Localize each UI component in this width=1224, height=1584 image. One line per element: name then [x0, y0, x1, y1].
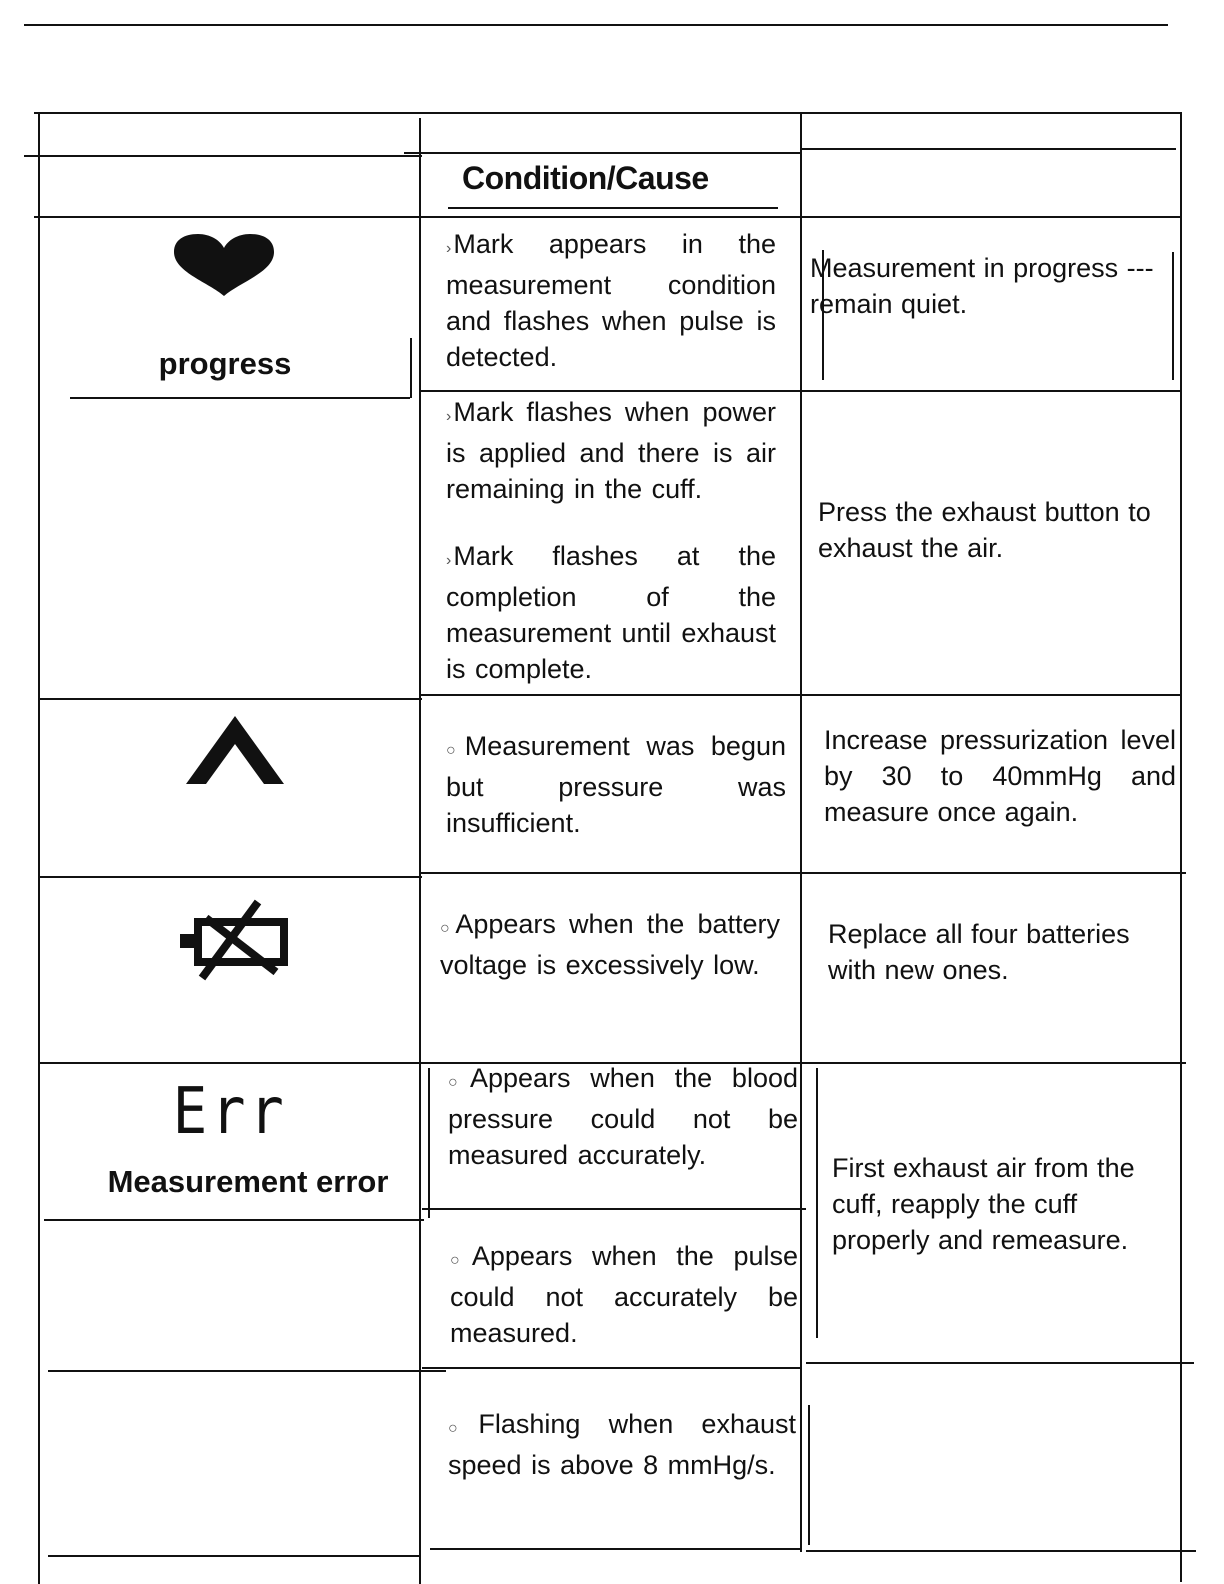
- err-remedy-bracket: [816, 1068, 818, 1338]
- row-divider-6-left: [44, 1219, 424, 1221]
- row-divider-1: [34, 216, 1180, 218]
- table-right-border: [1180, 112, 1182, 1582]
- err-display-icon: Err: [172, 1075, 288, 1149]
- caret-up-icon: [186, 716, 284, 784]
- err-cause-bracket-left: [428, 1068, 430, 1218]
- header-rule-right: [802, 148, 1176, 150]
- bullet-mark: ›: [446, 408, 452, 425]
- bottom-rule-right: [806, 1550, 1196, 1552]
- cause-text: Appears when the blood pressure could not be measured accurately.: [448, 1063, 798, 1170]
- bullet-mark: ○: [440, 920, 454, 937]
- cause-low-battery: [440, 906, 780, 983]
- row-divider-3-left: [40, 698, 422, 700]
- cause-text: Appears when the pulse could not accurately be measured.: [450, 1241, 798, 1348]
- column-divider-2: [800, 112, 802, 1552]
- header-rule-mid: [404, 152, 800, 154]
- table-top-border: [34, 112, 1180, 114]
- bullet-mark: ›: [446, 552, 452, 569]
- row-divider-7-right: [806, 1362, 1194, 1364]
- bullet-mark: ○: [448, 1420, 477, 1437]
- cause-insufficient-pressure: [446, 728, 786, 841]
- remedy-bracket-1-right: [1172, 252, 1174, 380]
- cause-air-remaining: [446, 394, 776, 507]
- progress-label: progress: [158, 346, 292, 381]
- exhaust-remedy-bracket: [808, 1405, 810, 1545]
- low-battery-icon: [176, 898, 296, 982]
- row-divider-7-left: [48, 1370, 446, 1372]
- cause-pulse-not-measured: [450, 1238, 798, 1351]
- measurement-error-label: Measurement error: [107, 1164, 389, 1199]
- bullet-mark: ○: [450, 1252, 470, 1269]
- table-left-border: [38, 112, 40, 1584]
- progress-underline: [70, 397, 410, 399]
- column-divider-1: [419, 118, 421, 1584]
- bullet-mark: ○: [446, 742, 463, 759]
- cause-column-header: Condition/Cause: [462, 160, 709, 196]
- cause-text: Measurement was begun but pressure was insufficient.: [446, 731, 786, 838]
- cause-text: Appears when the battery voltage is excessively low.: [440, 909, 780, 980]
- bottom-rule-mid: [430, 1548, 802, 1550]
- remedy-replace-batteries: Replace all four batteries with new ones.: [828, 919, 1130, 985]
- bullet-mark: ›: [446, 240, 452, 257]
- progress-cell-tick: [410, 338, 412, 398]
- cause-text: Mark flashes when power is applied and there is air remaining in the cuff.: [446, 397, 776, 504]
- cause-progress: [446, 226, 776, 375]
- cause-completion: [446, 538, 776, 687]
- bottom-rule-left: [48, 1555, 420, 1557]
- heart-icon: [172, 234, 276, 296]
- row-divider-4: [420, 872, 1186, 874]
- remedy-increase-pressure: Increase pressurization level by 30 to 40mmHg and measure once again.: [824, 725, 1176, 827]
- cause-text: Mark flashes at the completion of the measurement until exhaust is complete.: [446, 541, 776, 684]
- header-underline: [448, 207, 778, 209]
- remedy-remeasure: First exhaust air from the cuff, reapply the cuff properly and remeasure.: [832, 1153, 1135, 1255]
- header-rule-left: [24, 155, 422, 157]
- row-divider-4-left: [40, 876, 422, 878]
- cause-text: Flashing when exhaust speed is above 8 mmHg/s.: [448, 1409, 796, 1480]
- cause-text: Mark appears in the measurement condition and flashes when pulse is detected.: [446, 229, 776, 372]
- top-rule: [24, 24, 1168, 26]
- cause-exhaust-speed: [448, 1406, 796, 1483]
- cause-bp-not-measured: [448, 1060, 798, 1173]
- remedy-exhaust: Press the exhaust button to exhaust the air.: [818, 497, 1151, 563]
- row-divider-7-mid: [422, 1367, 802, 1369]
- remedy-progress: Measurement in progress ---remain quiet.: [810, 253, 1154, 319]
- row-divider-6-mid: [422, 1208, 806, 1210]
- bullet-mark: ○: [448, 1074, 468, 1091]
